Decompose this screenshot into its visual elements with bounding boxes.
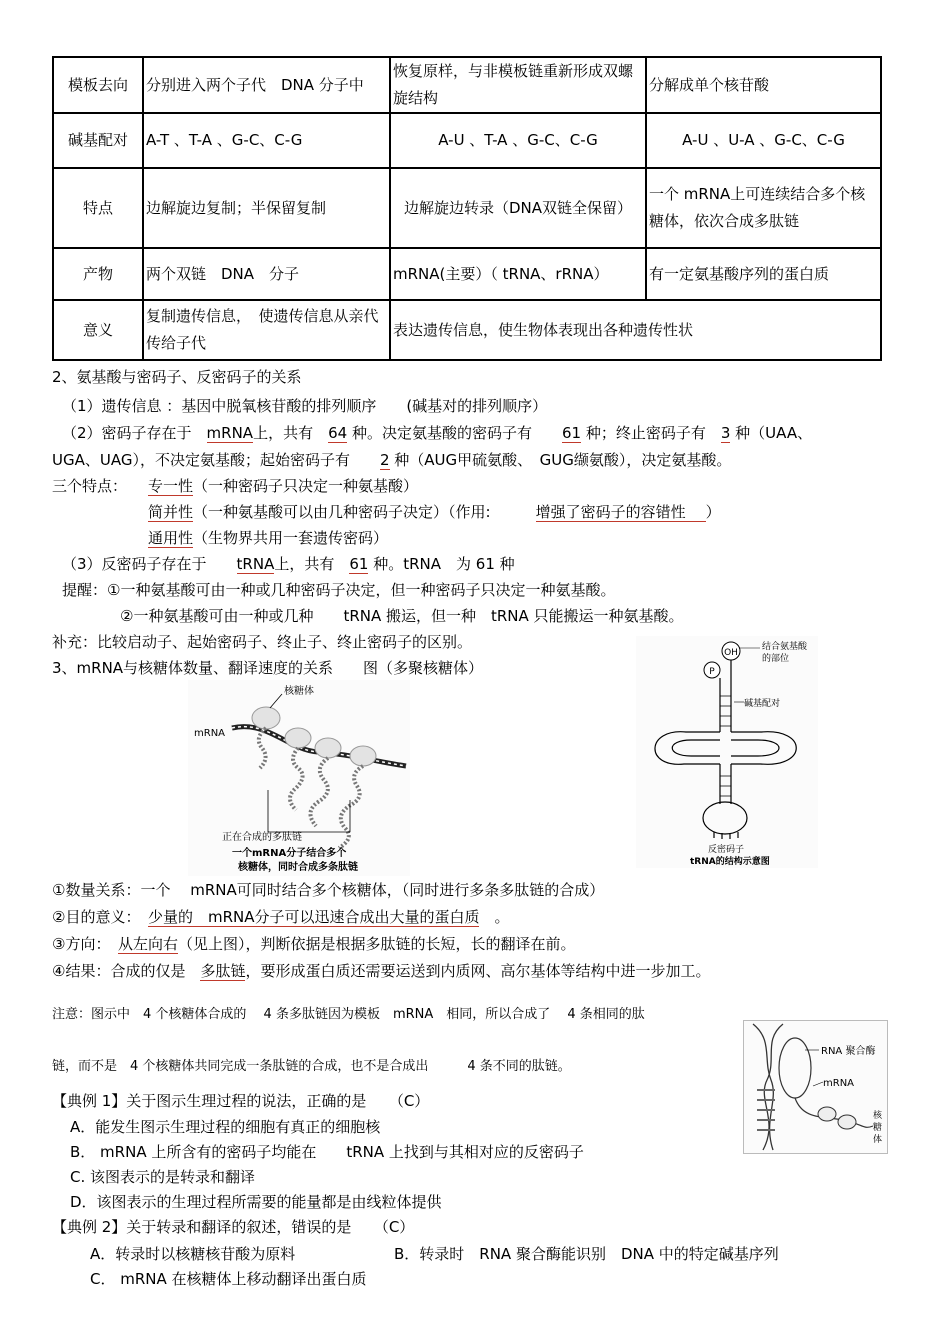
anticodon-label: 反密码子 <box>708 845 745 855</box>
cell-transcription-translation: 表达遗传信息，使生物体表现出各种遗传性状 <box>390 300 881 360</box>
transcription-translation-figure <box>743 1020 888 1154</box>
figure-bg <box>188 680 410 876</box>
answer-blank: 2 <box>379 451 390 469</box>
section-title: 2、氨基酸与密码子、反密码子的关系 <box>52 368 302 386</box>
tip-line-1: 提醒：①一种氨基酸可由一种或几种密码子决定，但一种密码子只决定一种氨基酸。 <box>62 581 616 599</box>
text: （一种氨基酸可以由几种密码子决定）（作用: <box>193 503 536 521</box>
text: （3）反密码子存在于 <box>62 555 237 573</box>
example-1-option-c: C. 该图表示的是转录和翻译 <box>70 1168 256 1186</box>
table-row <box>53 300 881 360</box>
ribosome-label: 核糖体 <box>284 686 314 697</box>
mrna-label: mRNA <box>823 1078 855 1089</box>
ribosome-label: 核 <box>873 1111 883 1121</box>
result-line <box>52 961 710 981</box>
cell-transcription: mRNA(主要）（ tRNA、rRNA） <box>390 248 646 300</box>
ribosome-icon <box>285 728 311 748</box>
note-line-2: 链，而不是 4 个核糖体共同完成一条肽链的合成，也不是合成出 4 条不同的肽链。 <box>52 1059 571 1074</box>
tip-line-2: ②一种氨基酸可由一种或几种 tRNA 搬运，但一种 tRNA 只能搬运一种氨基酸。 <box>120 607 684 625</box>
text: 。 <box>479 908 510 926</box>
purpose-line <box>52 907 510 927</box>
ribosome-icon <box>838 1115 856 1129</box>
text: UGA、UAG），不决定氨基酸；起始密码子有 <box>52 451 380 469</box>
example-1-option-b: B． mRNA 上所含有的密码子均能在 tRNA 上找到与其相对应的反密码子 <box>70 1143 584 1161</box>
ribosome-label: 体 <box>873 1135 883 1145</box>
text: 种（AUG甲硫氨酸、 GUG缬氨酸），决定氨基酸。 <box>389 451 732 469</box>
cell-replication: 边解旋边复制；半保留复制 <box>143 168 390 248</box>
direction-line <box>52 934 575 954</box>
ribosome-icon <box>818 1107 836 1121</box>
text: （见上图），判断依据是根据多肽链的长短，长的翻译在前。 <box>177 935 576 953</box>
example-2-question: 【典例 2】关于转录和翻译的叙述，错误的是 （C） <box>52 1218 415 1236</box>
text: （2）密码子存在于 <box>62 424 207 442</box>
answer-blank: 多肽链 <box>200 962 246 980</box>
answer-blank: 从左向右 <box>117 935 178 953</box>
answer-blank: 简并性 <box>148 503 194 521</box>
supplement-line: 补充：比较启动子、起始密码子、终止子、终止密码子的区别。 <box>52 633 473 651</box>
row-head: 碱基配对 <box>53 113 143 168</box>
section-title: 3、mRNA与核糖体数量、翻译速度的关系 图（多聚核糖体） <box>52 659 484 677</box>
cell-replication: 两个双链 DNA 分子 <box>143 248 390 300</box>
cell-translation: A-U 、U-A 、G-C、C-G <box>646 113 881 168</box>
ribosome-icon <box>350 746 376 766</box>
feature-universality <box>148 528 388 548</box>
answer-blank: 增强了密码子的容错性 <box>536 503 706 522</box>
answer-blank: 少量的 mRNA分子可以迅速合成出大量的蛋白质 <box>147 908 480 926</box>
figure-caption: 一个mRNA分子结合多个 <box>232 848 347 859</box>
example-1-question: 【典例 1】关于图示生理过程的说法，正确的是 （C） <box>52 1092 430 1110</box>
cell-transcription: 恢复原样，与非模板链重新形成双螺旋结构 <box>390 57 646 113</box>
aa-site-label: 结合氨基酸 <box>762 642 808 652</box>
cell-transcription: A-U 、T-A 、G-C、C-G <box>390 113 646 168</box>
table-row <box>53 248 881 300</box>
table-row <box>53 57 881 113</box>
cell-transcription: 边解旋边转录（DNA双链全保留） <box>390 168 646 248</box>
text: （一种密码子只决定一种氨基酸） <box>193 477 419 495</box>
feature-specificity <box>148 476 418 496</box>
anticodon-line <box>62 554 515 574</box>
text: 种。tRNA 为 61 种 <box>368 555 515 573</box>
text: ，要形成蛋白质还需要运送到内质网、高尔基体等结构中进一步加工。 <box>245 962 711 980</box>
answer-blank: 64 <box>328 424 348 442</box>
example-1-option-d: D．该图表示的生理过程所需要的能量都是由线粒体提供 <box>70 1193 442 1211</box>
text: ） <box>705 503 721 521</box>
text: 种；终止密码子有 <box>581 424 721 442</box>
answer-blank: 3 <box>720 424 731 442</box>
cell-translation: 一个 mRNA上可连续结合多个核糖体，依次合成多肽链 <box>646 168 881 248</box>
text: 种（UAA、 <box>730 424 813 442</box>
text: ③方向： <box>52 935 118 953</box>
answer-blank: 通用性 <box>148 529 194 547</box>
row-head: 产物 <box>53 248 143 300</box>
feature-degeneracy <box>148 502 721 522</box>
peptide-label: 正在合成的多肽链 <box>222 832 302 843</box>
cell-replication: A-T 、T-A 、G-C、C-G <box>143 113 390 168</box>
start-codon-line <box>52 450 731 470</box>
rna-polymerase-label: RNA 聚合酶 <box>821 1046 876 1057</box>
example-1-option-a: A．能发生图示生理过程的细胞有真正的细胞核 <box>70 1118 381 1136</box>
table-row <box>53 168 881 248</box>
example-2-option-a: A．转录时以核糖核苷酸为原料 <box>90 1245 296 1263</box>
text: （生物界共用一套遗传密码） <box>193 529 389 547</box>
text: 种。决定氨基酸的密码子有 <box>347 424 562 442</box>
base-pairing-label: 碱基配对 <box>744 699 781 709</box>
row-head: 特点 <box>53 168 143 248</box>
phosphate-label: P <box>709 667 715 677</box>
answer-blank: 专一性 <box>148 477 194 495</box>
row-head: 模板去向 <box>53 57 143 113</box>
codon-line <box>62 423 812 443</box>
example-2-option-c: C． mRNA 在核糖体上移动翻译出蛋白质 <box>90 1270 367 1288</box>
cell-replication: 分别进入两个子代 DNA 分子中 <box>143 57 390 113</box>
table-row <box>53 113 881 168</box>
figure-caption: 核糖体，同时合成多条肽链 <box>238 862 358 873</box>
cell-translation: 有一定氨基酸序列的蛋白质 <box>646 248 881 300</box>
features-label: 三个特点： <box>52 477 128 495</box>
genetic-info-line: （1）遗传信息 ：基因中脱氧核苷酸的排列顺序 (碱基对的排列顺序） <box>62 397 548 415</box>
ribosome-icon <box>252 707 280 729</box>
polyribosome-figure <box>188 680 410 876</box>
figure-bg <box>636 636 818 868</box>
cell-translation: 分解成单个核苷酸 <box>646 57 881 113</box>
quantity-line: ①数量关系：一个 mRNA可同时结合多个核糖体，（同时进行多条多肽链的合成） <box>52 881 605 899</box>
text: 上，共有 <box>274 555 350 573</box>
answer-blank: tRNA <box>236 555 275 573</box>
text: ④结果：合成的仅是 <box>52 962 201 980</box>
note-line-1: 注意：图示中 4 个核糖体合成的 4 条多肽链因为模板 mRNA 相同，所以合成了 4 条相同的肽 <box>52 1007 645 1022</box>
text: 上，共有 <box>253 424 329 442</box>
aa-site-label: 的部位 <box>762 654 790 664</box>
oh-label: OH <box>724 648 738 658</box>
text: ②目的意义： <box>52 908 148 926</box>
row-head: 意义 <box>53 300 143 360</box>
answer-blank: mRNA <box>206 424 254 442</box>
comparison-table <box>52 56 882 361</box>
trna-figure <box>636 636 818 868</box>
mrna-label: mRNA <box>194 728 226 739</box>
answer-blank: 61 <box>561 424 582 442</box>
figure-caption: tRNA的结构示意图 <box>690 857 770 867</box>
ribosome-label: 糖 <box>873 1123 883 1133</box>
answer-blank: 61 <box>349 555 369 573</box>
cell-replication: 复制遗传信息， 使遗传信息从亲代传给子代 <box>143 300 390 360</box>
example-2-option-b: B．转录时 RNA 聚合酶能识别 DNA 中的特定碱基序列 <box>394 1245 779 1263</box>
ribosome-icon <box>315 738 341 758</box>
